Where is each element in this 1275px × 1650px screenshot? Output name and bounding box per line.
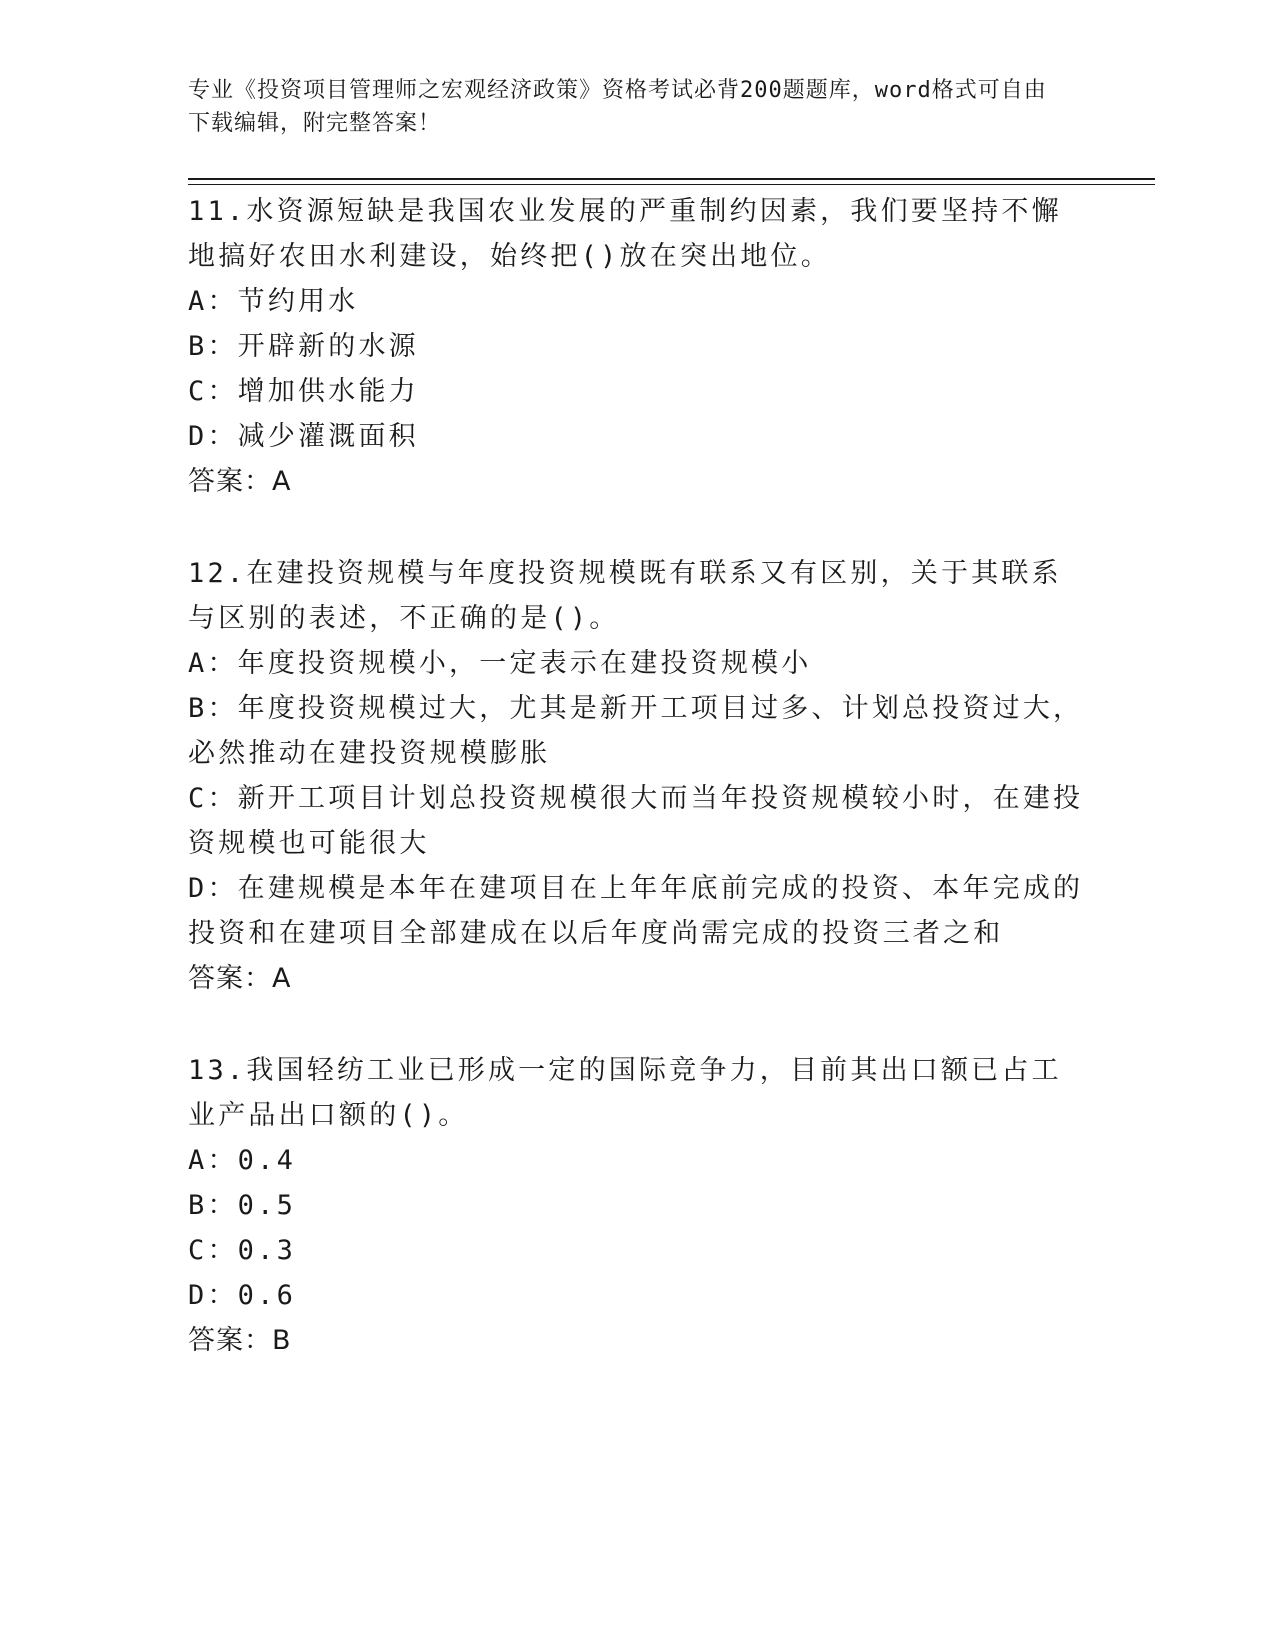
option-d: D：0.6 xyxy=(188,1280,297,1311)
answer: 答案：A xyxy=(188,963,292,994)
option-b: B：0.5 xyxy=(188,1190,297,1221)
option-c: C：新开工项目计划总投资规模很大而当年投资规模较小时，在建投资规模也可能很大 xyxy=(188,783,1084,859)
question-13 xyxy=(188,1048,1088,1363)
question-11 xyxy=(188,189,1088,504)
question-stem: 13.我国轻纺工业已形成一定的国际竞争力，目前其出口额已占工业产品出口额的()。 xyxy=(188,1055,1062,1131)
answer: 答案：B xyxy=(188,1325,292,1356)
option-a: A：0.4 xyxy=(188,1145,297,1176)
option-c: C：0.3 xyxy=(188,1235,297,1266)
header-divider-thick xyxy=(188,178,1155,180)
document-header: 专业《投资项目管理师之宏观经济政策》资格考试必背200题题库，word格式可自由下载编辑，附完整答案！ xyxy=(188,78,1047,136)
option-a: A：节约用水 xyxy=(188,286,359,317)
question-12 xyxy=(188,551,1088,1001)
question-list xyxy=(188,189,1088,1410)
option-d: D：在建规模是本年在建项目在上年年底前完成的投资、本年完成的投资和在建项目全部建成在以后年度尚需完成的投资三者之和 xyxy=(188,873,1084,949)
header-divider-thin xyxy=(188,184,1155,185)
answer: 答案：A xyxy=(188,466,292,497)
option-d: D：减少灌溉面积 xyxy=(188,421,419,452)
option-c: C：增加供水能力 xyxy=(188,376,419,407)
option-b: B：开辟新的水源 xyxy=(188,331,419,362)
question-stem: 12.在建投资规模与年度投资规模既有联系又有区别，关于其联系与区别的表述，不正确的是()。 xyxy=(188,558,1062,634)
option-a: A：年度投资规模小，一定表示在建投资规模小 xyxy=(188,648,812,679)
question-stem: 11.水资源短缺是我国农业发展的严重制约因素，我们要坚持不懈地搞好农田水利建设，始终把()放在突出地位。 xyxy=(188,196,1062,272)
option-b: B：年度投资规模过大，尤其是新开工项目过多、计划总投资过大，必然推动在建投资规模膨胀 xyxy=(188,693,1084,769)
